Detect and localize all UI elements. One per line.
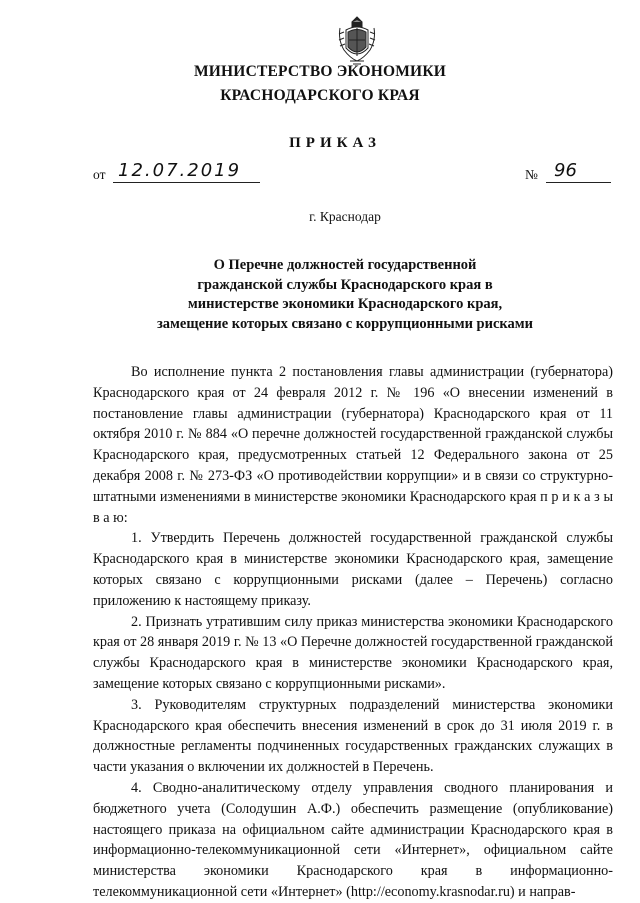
krasnodar-coat-of-arms-icon	[336, 14, 378, 66]
document-body	[93, 362, 613, 903]
ministry-name-line2: КРАСНОДАРСКОГО КРАЯ	[220, 87, 420, 104]
ministry-name-line1: МИНИСТЕРСТВО ЭКОНОМИКИ	[193, 63, 447, 80]
body-paragraph-1: 1. Утвердить Перечень должностей государственной гражданской службы Краснодарского края в министерстве экономики Краснодарского края, замещение которых связано с коррупционными рисками (далее – Перечень) согласно приложению к настоящему приказу.	[93, 530, 613, 609]
date-underline	[113, 182, 260, 183]
subject-line1: О Перечне должностей государственной	[213, 257, 477, 273]
subject-line2: гражданской службы Краснодарского края в	[197, 276, 493, 293]
document-type: ПРИКАЗ	[289, 135, 381, 151]
body-paragraph-4: 4. Сводно-аналитическому отделу управления сводного планирования и бюджетного учета (Солодушин А.Ф.) обеспечить размещение (опубликование) настоящего приказа на официальном сайте администрации Краснодарского края в информационно-телекоммуникационной сети «Интернет», официальном сайте министерства экономики Краснодарского края в информационно-телекоммуникационной сети «Интернет» (http://economy.krasnodar.ru) и направ-	[93, 779, 613, 900]
body-paragraph-2: 2. Признать утратившим силу приказ министерства экономики Краснодарского края от 28 января 2019 г. № 13 «О Перечне должностей государственной гражданской службы Краснодарского края в министерстве экономики Краснодарского края, замещение которых связано с коррупционными рисками».	[93, 613, 613, 692]
document-number: 96	[554, 160, 577, 181]
document-date: 12.07.2019	[118, 160, 242, 181]
number-prefix: №	[525, 167, 538, 182]
subject-line4: замещение которых связано с коррупционными рисками	[156, 315, 534, 332]
body-paragraph-preamble: Во исполнение пункта 2 постановления главы администрации (губернатора) Краснодарского края от 24 февраля 2012 г. № 196 «О внесении изменений в постановление главы администрации (губернатора) Краснодарского края от 11 октября 2010 г. № 884 «О перечне должностей государственной гражданской службы Краснодарского края, предусмотренных статьей 12 Федерального закона от 25 декабря 2008 г. № 273-ФЗ «О противодействии коррупции» и в связи со структурно-штатными изменениями в министерстве экономики Краснодарского края п р и к а з ы в а ю:	[93, 364, 613, 526]
city: г. Краснодар	[309, 209, 381, 224]
document-subject	[0, 256, 640, 334]
date-prefix: от	[93, 167, 106, 182]
ministry-name	[0, 60, 640, 108]
number-underline	[546, 182, 611, 183]
date-number-row	[93, 160, 613, 186]
body-paragraph-3: 3. Руководителям структурных подразделений министерства экономики Краснодарского края обеспечить внесения изменений в срок до 31 июля 2019 г. в должностные регламенты подчиненных государственных гражданских служащих в части указания о включении их должностей в Перечень.	[93, 696, 613, 776]
subject-line3: министерстве экономики Краснодарского края,	[187, 296, 503, 312]
